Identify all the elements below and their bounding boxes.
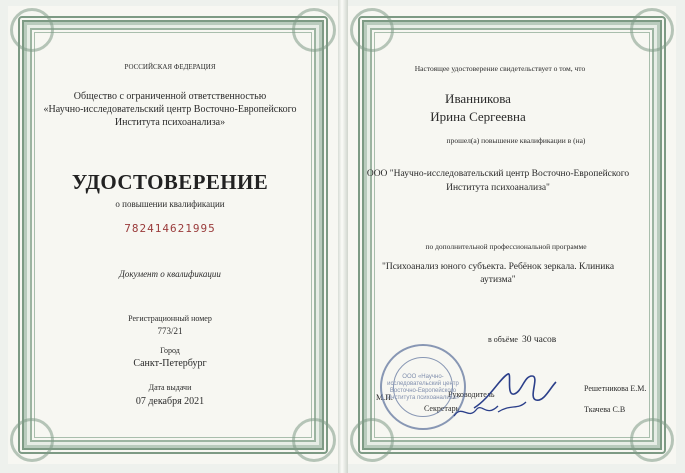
registration-number: 773/21 [157, 326, 183, 336]
document-type: Документ о квалификации [119, 269, 221, 279]
serial-number: 782414621995 [124, 222, 216, 235]
program-title: "Психоанализ юного субъекта. Ребёнок зеркала. Клиника [381, 262, 615, 272]
recipient-surname: Иванникова [445, 91, 511, 106]
program-intro: по дополнительной профессиональной программе [425, 242, 587, 251]
corner-ornament [10, 8, 54, 52]
corner-ornament [292, 418, 336, 462]
head-label: Руководитель [448, 390, 495, 399]
training-organization: ООО "Научно-исследовательский центр Восточно-Европейского [366, 169, 630, 179]
recipient-name: Ирина Сергеевна [430, 109, 526, 124]
organization-stamp: ООО «Научно- исследовательский центр Восточно-Европейского Института психоанализа» [380, 344, 466, 430]
registration-label: Регистрационный номер [128, 314, 212, 323]
left-page [8, 6, 338, 464]
organization-line: Общество с ограниченной ответственностью [73, 91, 267, 102]
organization-line: «Научно-исследовательский центр Восточно-Европейского [43, 104, 297, 115]
country-label: РОССИЙСКАЯ ФЕДЕРАЦИЯ [124, 63, 216, 71]
volume-line: в объёме 30 часов [488, 335, 557, 345]
spine [338, 0, 348, 473]
secretary-label: Секретарь [424, 404, 460, 413]
passed-text: прошел(а) повышение квалификации в (на) [446, 136, 586, 145]
city-label: Город [160, 346, 180, 355]
secretary-signature [452, 398, 502, 424]
intro-text: Настоящее удостоверение свидетельствует о том, что [414, 64, 586, 73]
program-title: аутизма" [480, 275, 516, 285]
corner-ornament [630, 418, 674, 462]
organization-line: Института психоанализа» [114, 117, 226, 128]
head-name: Решетникова Е.М. [584, 384, 647, 393]
corner-ornament [630, 8, 674, 52]
corner-ornament [350, 418, 394, 462]
issue-date: 07 декабря 2021 [135, 396, 205, 407]
city-value: Санкт-Петербург [133, 358, 207, 369]
issue-date-label: Дата выдачи [148, 383, 192, 392]
corner-ornament [10, 418, 54, 462]
document-title: УДОСТОВЕРЕНИЕ [71, 170, 269, 194]
secretary-name: Ткачева С.В [584, 405, 626, 414]
document-subtitle: о повышении квалификации [115, 199, 225, 209]
seal-mark: М.П. [376, 393, 393, 402]
training-organization: Института психоанализа" [446, 183, 550, 193]
corner-ornament [292, 8, 336, 52]
corner-ornament [350, 8, 394, 52]
